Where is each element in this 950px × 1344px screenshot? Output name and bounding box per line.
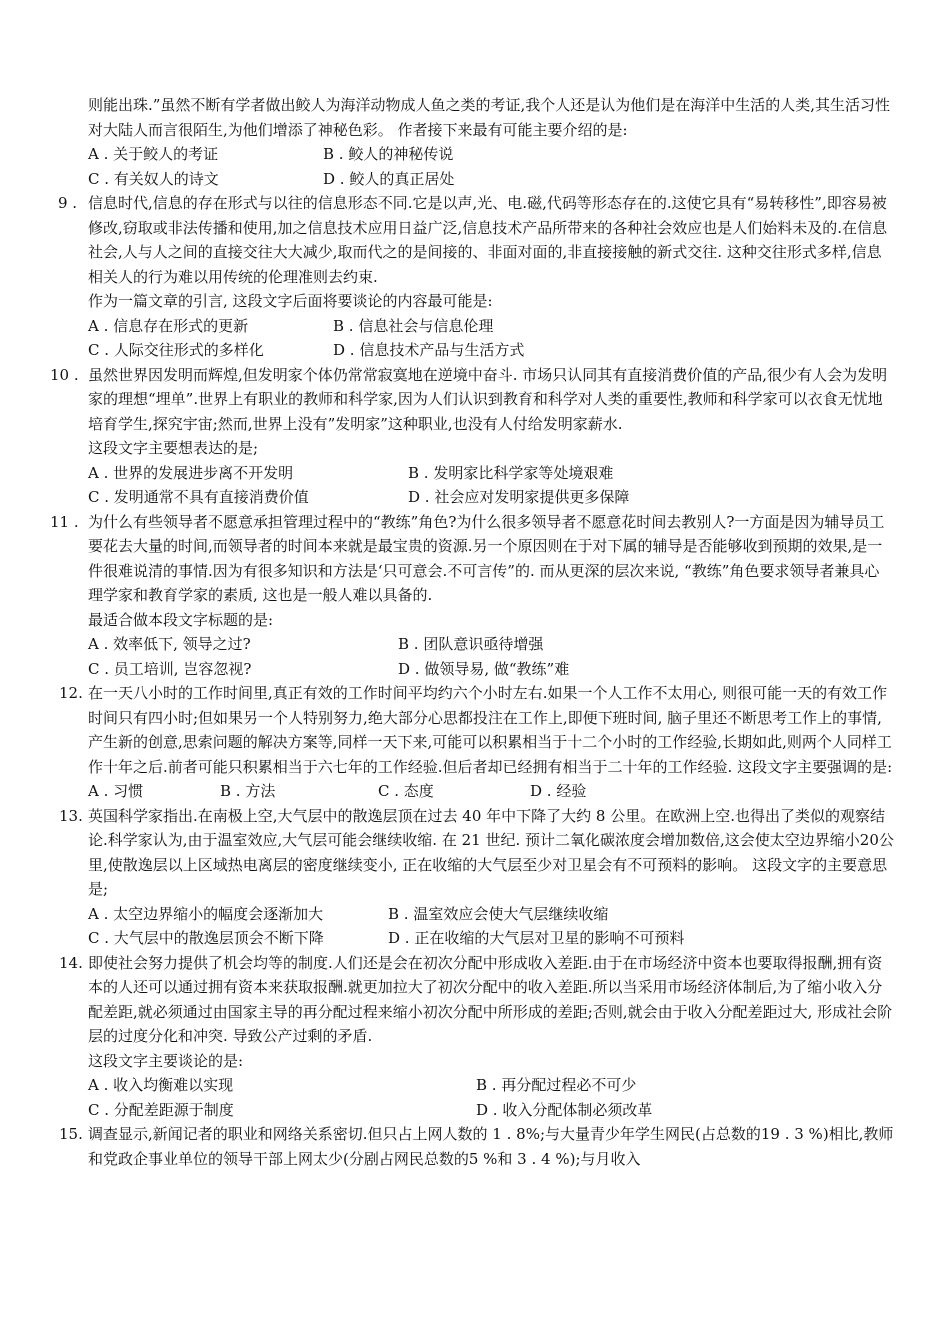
option-b: B . 再分配过程必不可少: [476, 1076, 637, 1094]
question-10: [50, 363, 894, 510]
question-number: 9 .: [58, 194, 78, 212]
option-c: C . 有关奴人的诗文: [88, 169, 219, 188]
question-13-stem: 英国科学家指出.在南极上空,大气层中的散逸层顶在过去 40 年中下降了大约 8 公里。在欧洲上空.也得出了类似的观察结论.科学家认为,由于温室效应,大气层可能会继续收缩. 在 21 世纪. 预计二氧化碳浓度会增加数倍,这会使太空边界缩小20公里,使散逸层以上区域热电离层的密度继续变小, 正在收缩的大气层至少对卫星会有不可预料的影响。 这段文字的主要意思是;: [88, 806, 894, 898]
option-d: D . 社会应对发明家提供更多保障: [408, 488, 630, 506]
option-a: A . 关于鲛人的考证: [88, 145, 219, 163]
question-11: [50, 510, 894, 682]
option-b: B . 团队意识亟待增强: [398, 635, 544, 653]
option-d: D . 正在收缩的大气层对卫星的影响不可预料: [388, 929, 685, 947]
question-number: 14.: [59, 953, 83, 972]
option-a: A . 太空边界缩小的幅度会逐渐加大: [88, 904, 324, 923]
question-14-prompt: 这段文字主要谈论的是:: [88, 1051, 244, 1070]
question-number: 11 .: [50, 512, 79, 531]
option-c: C . 员工培训, 岂容忽视?: [88, 659, 252, 678]
option-a: A . 信息存在形式的更新: [88, 316, 249, 335]
question-14: [59, 951, 894, 1123]
question-9-prompt: 作为一篇文章的引言, 这段文字后面将要谈论的内容最可能是:: [88, 292, 493, 310]
question-14-stem: 即使社会努力提供了机会均等的制度.人们还是会在初次分配中形成收入差距.由于在市场经济中资本也要取得报酬,拥有资本的人还可以通过拥有资本来获取报酬.就更加拉大了初次分配中的收入差距.所以当采用市场经济体制后,为了缩小收入分配差距,就必须通过由国家主导的再分配过程来缩小初次分配中所形成的差距;否则,就会由于收入分配差距过大, 形成社会阶层的过度分化和冲突. 导致公产过剩的矛盾.: [88, 953, 893, 1045]
option-d: D . 经验: [530, 782, 587, 800]
question-11-stem: 为什么有些领导者不愿意承担管理过程中的“教练”角色?为什么很多领导者不愿意花时间去教别人?一方面是因为辅导员工要花去大量的时间,而领导者的时间本来就是最宝贵的资源.另一个原因则在于对下属的辅导是否能够收到预期的效果,是一件很难说清的事情.因为有很多知识和方法是‘只可意会.不可言传”的. 而从更深的层次来说, “教练”角色要求领导者兼具心理学家和教育学家的素质, 这也是一般人难以具备的.: [88, 512, 885, 604]
question-13: [59, 804, 894, 951]
question-14-options: [88, 1073, 894, 1122]
option-a: A . 收入均衡难以实现: [88, 1076, 234, 1094]
option-b: B . 鲛人的神秘传说: [323, 145, 454, 163]
option-c: C . 大气层中的散逸层顶会不断下降: [88, 929, 324, 947]
question-8-stem: 则能出珠.”虽然不断有学者做出鲛人为海洋动物成人鱼之类的考证,我个人还是认为他们是在海洋中生活的人类,其生活习性对大陆人而言很陌生,为他们增添了神秘色彩。 作者接下来最有可能主要介绍的是:: [88, 96, 890, 139]
question-12-stem: 在一天八小时的工作时间里,真正有效的工作时间平均约六个小时左右.如果一个人工作不太用心, 则很可能一天的有效工作时间只有四小时;但如果另一个人特别努力,绝大部分心思都投注在工作上,即便下班时间, 脑子里还不断思考工作上的事情,产生新的创意,思索问题的解决方案等,同样一天下来,可能可以积累相当于十二个小时的工作经验,长期如此,则两个人同样工作十年之后.前者可能只积累相当于六七年的工作经验.但后者却已经拥有相当于二十年的工作经验. 这段文字主要强调的是:: [88, 684, 893, 776]
question-number: 12.: [59, 684, 83, 702]
question-8: [88, 93, 894, 191]
option-c: C . 发明通常不具有直接消费价值: [88, 488, 309, 506]
question-10-prompt: 这段文字主要想表达的是;: [88, 439, 259, 457]
question-9-stem: 信息时代,信息的存在形式与以往的信息形态不同.它是以声,光、电.磁,代码等形态存在的.这使它具有“易转移性”,即容易被修改,窃取或非法传播和使用,加之信息技术应用日益广泛,信息技术产品所带来的各种社会效应也是人们始料未及的.在信息社会,人与人之间的直接交往大大减少,取而代之的是间接的、非面对面的,非直接接触的新式交往. 这种交往形式多样,信息相关人的行为难以用传统的伦理准则去约束.: [88, 194, 888, 286]
question-12-options: [88, 779, 894, 804]
option-c: C . 人际交往形式的多样化: [88, 341, 264, 359]
option-b: B . 方法: [220, 782, 276, 800]
question-11-prompt: 最适合做本段文字标题的是:: [88, 610, 274, 629]
question-15: [59, 1122, 894, 1171]
question-10-stem: 虽然世界因发明而辉煌,但发明家个体仍常常寂寞地在逆境中奋斗. 市场只认同其有直接消费价值的产品,很少有人会为发明家的理想“埋单”.世界上有职业的教师和科学家,因为人们认识到教育和科学对人类的重要性,教师和科学家可以衣食无忧地培育学生,探究宇宙;然而,世界上没有”发明家”这种职业,也没有人付给发明家薪水.: [88, 365, 888, 433]
option-c: C . 分配差距源于制度: [88, 1100, 234, 1119]
option-d: D . 做领导易, 做“教练”难: [398, 659, 570, 678]
option-d: D . 鲛人的真正居处: [323, 169, 455, 188]
question-12: [59, 681, 894, 804]
option-a: A . 世界的发展进步离不开发明: [88, 463, 294, 482]
option-b: B . 信息社会与信息伦理: [333, 316, 494, 335]
question-number: 13.: [59, 806, 83, 825]
question-8-options: [88, 142, 894, 191]
option-b: B . 温室效应会使大气层继续收缩: [388, 904, 609, 923]
question-11-options: [88, 632, 894, 681]
option-b: B . 发明家比科学家等处境艰难: [408, 463, 614, 482]
option-d: D . 收入分配体制必须改革: [476, 1100, 653, 1119]
option-a: A . 效率低下, 领导之过?: [88, 635, 251, 653]
question-number: 10 .: [50, 365, 79, 384]
option-c: C . 态度: [378, 782, 434, 800]
exam-page: [50, 93, 894, 1171]
question-10-options: [88, 461, 894, 510]
option-d: D . 信息技术产品与生活方式: [333, 341, 525, 359]
question-15-stem: 调查显示,新闻记者的职业和网络关系密切.但只占上网人数的 1 . 8%;与大量青少年学生网民(占总数的19 . 3 %)相比,教师和党政企事业单位的领导干部上网太少(分剧占网民总数的5 %和 3 . 4 %);与月收入: [88, 1125, 894, 1168]
option-a: A . 习惯: [88, 782, 144, 800]
question-13-options: [88, 902, 894, 951]
question-9-options: [88, 314, 894, 363]
question-9: [58, 191, 894, 363]
question-number: 15.: [59, 1125, 83, 1143]
